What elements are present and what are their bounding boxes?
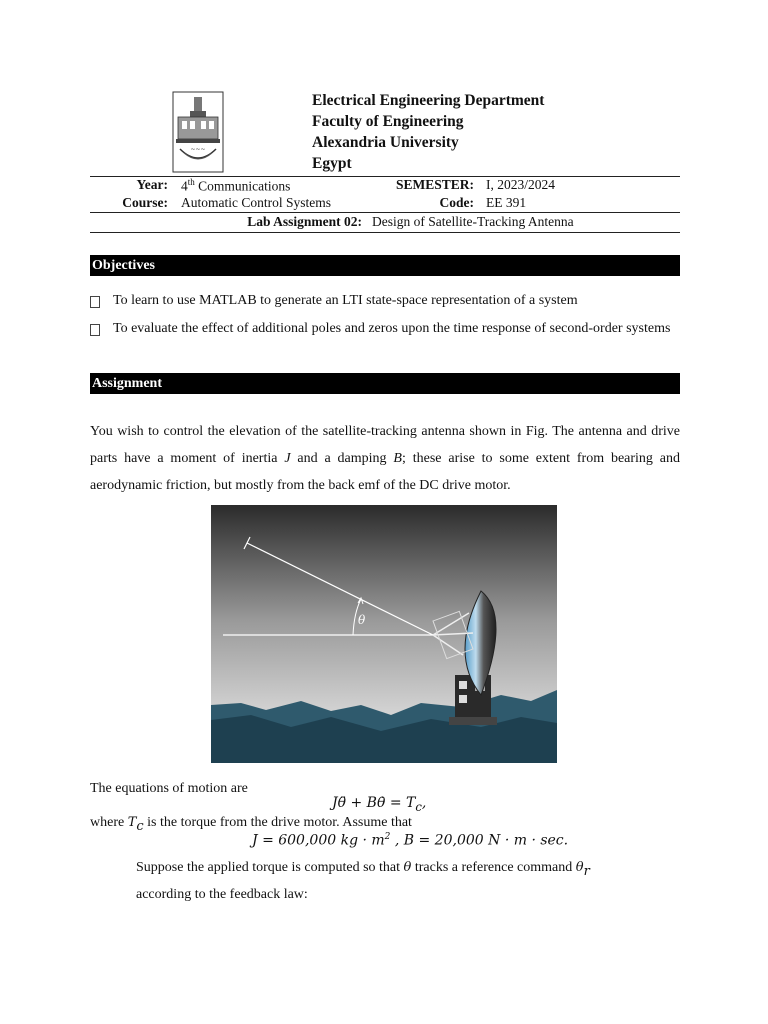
objective-item xyxy=(90,288,680,314)
objective-item xyxy=(90,316,680,368)
suppose-text-b: tracks a reference command xyxy=(411,860,576,875)
semester-label: SEMESTER: xyxy=(395,177,474,192)
lab-assignment-label: Lab Assignment 02: xyxy=(247,214,362,229)
equation-of-motion xyxy=(332,795,426,814)
suppose-text-a: Suppose the applied torque is computed so that xyxy=(136,860,404,875)
objectives-heading: Objectives xyxy=(90,255,680,276)
elevation-angle-theta: θ xyxy=(358,613,366,627)
suppose-sentence xyxy=(136,860,590,879)
bullet-box-icon xyxy=(90,324,100,336)
params-rest: , B = 20,000 N · m · sec. xyxy=(390,832,569,849)
feedback-law-intro: according to the feedback law: xyxy=(136,887,308,902)
lab-assignment-title: Design of Satellite-Tracking Antenna xyxy=(372,214,574,229)
course-value: Automatic Control Systems xyxy=(181,195,331,210)
params-text: J = 600,000 kg · m xyxy=(252,832,385,849)
objective-text: To learn to use MATLAB to generate an LTI state-space representation of a system xyxy=(113,293,578,308)
code-label: Code: xyxy=(439,195,474,210)
faculty-name: Faculty of Engineering xyxy=(312,113,464,130)
theta-ref-symbol: θ xyxy=(575,860,584,875)
where-text-b: is the torque from the drive motor. Assume that xyxy=(143,815,412,830)
year-label: Year: xyxy=(136,177,168,192)
bullet-box-icon xyxy=(90,296,100,308)
intro-text-a: You wish to control the elevation of the satellite-tracking antenna shown in Fig. The antenna and drive parts have a moment of inertia xyxy=(90,424,680,466)
intro-text-c: ; these arise to some extent from bearing and aerodynamic friction, but mostly from the back emf of the DC drive motor. xyxy=(90,451,681,493)
year-num: 4 xyxy=(181,178,188,194)
institution-header xyxy=(312,90,544,174)
theta-ref-sub: r xyxy=(583,863,590,879)
torque-symbol: T xyxy=(127,815,137,830)
assignment-heading: Assignment xyxy=(90,373,680,394)
country-name: Egypt xyxy=(312,155,352,172)
parameter-values xyxy=(252,832,568,849)
torque-definition xyxy=(90,815,412,834)
antenna-figure xyxy=(211,505,557,763)
params-sup: 2 xyxy=(384,832,391,842)
damping-symbol: B xyxy=(393,451,402,466)
equations-intro: The equations of motion are xyxy=(90,781,248,796)
equation-sub: c xyxy=(415,799,422,814)
where-text-a: where xyxy=(90,815,128,830)
theta-symbol: θ xyxy=(403,860,412,875)
university-crest-logo xyxy=(172,91,224,173)
university-name: Alexandria University xyxy=(312,134,459,151)
assignment-intro xyxy=(90,418,680,499)
equation-end: , xyxy=(421,795,427,811)
equation-text: Jθ̈ + Bθ̇ = T xyxy=(332,795,416,811)
department-name: Electrical Engineering Department xyxy=(312,92,545,109)
intro-text-b: and a damping xyxy=(290,451,394,466)
year-sup: th xyxy=(187,177,195,187)
header-rule-mid xyxy=(90,212,680,213)
header-rule-bottom xyxy=(90,232,680,233)
torque-sub: c xyxy=(136,818,144,834)
objective-text: To evaluate the effect of additional poles and zeros upon the time response of second-order systems xyxy=(113,321,671,336)
code-value: EE 391 xyxy=(486,195,527,210)
inertia-symbol: J xyxy=(284,451,291,466)
semester-value: I, 2023/2024 xyxy=(486,177,555,192)
course-label: Course: xyxy=(122,195,168,210)
year-value xyxy=(181,177,290,195)
year-rest: Communications xyxy=(194,178,291,194)
svg-text:~~~: ~~~ xyxy=(190,146,206,153)
